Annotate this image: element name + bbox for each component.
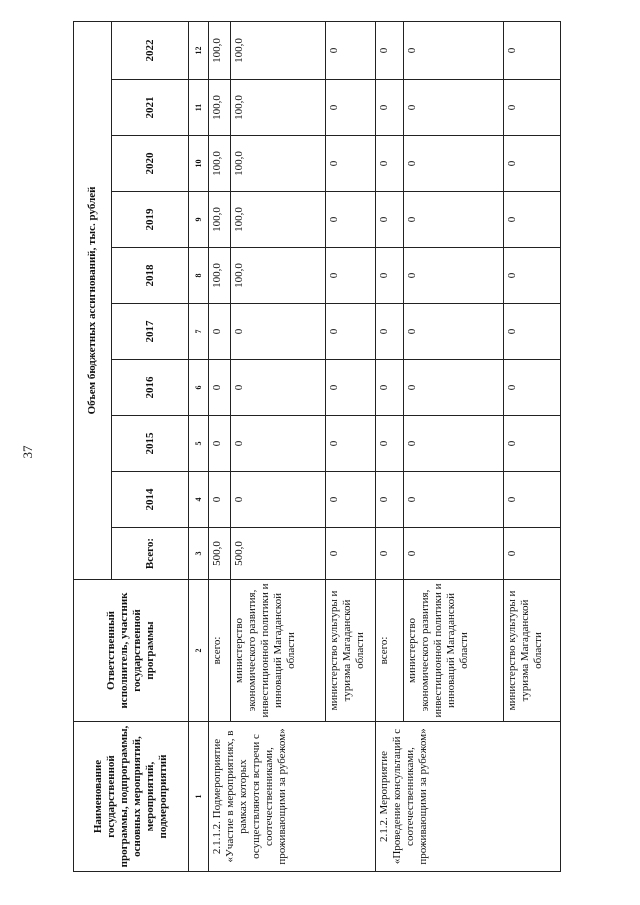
- year-value: 0: [326, 21, 376, 79]
- year-value: 0: [404, 416, 504, 472]
- header-budget-title: Объем бюджетных ассигнований, тыс. рублей: [74, 21, 112, 579]
- year-value: 100,0: [209, 80, 231, 136]
- column-number: 8: [189, 248, 209, 304]
- year-value: 0: [504, 248, 561, 304]
- total-value: 0: [326, 528, 376, 580]
- year-value: 100,0: [231, 21, 326, 79]
- header-year: 2017: [112, 304, 189, 360]
- year-value: 0: [404, 472, 504, 528]
- column-number: 7: [189, 304, 209, 360]
- year-value: 100,0: [231, 80, 326, 136]
- total-value: 500,0: [209, 528, 231, 580]
- year-value: 0: [504, 472, 561, 528]
- year-value: 0: [504, 80, 561, 136]
- header-year: 2019: [112, 192, 189, 248]
- column-number: 1: [189, 722, 209, 872]
- total-value: 500,0: [231, 528, 326, 580]
- responsible-party: всего:: [376, 580, 404, 722]
- year-value: 0: [376, 416, 404, 472]
- year-value: 0: [376, 248, 404, 304]
- year-value: 100,0: [209, 136, 231, 192]
- year-value: 0: [326, 192, 376, 248]
- responsible-party: министерство экономического развития, инвестиционной политики и инноваций Магаданской области: [404, 580, 504, 722]
- column-number: 10: [189, 136, 209, 192]
- responsible-party: всего:: [209, 580, 231, 722]
- rotated-page-content: [73, 22, 544, 872]
- year-value: 0: [209, 360, 231, 416]
- year-value: 0: [326, 416, 376, 472]
- year-value: 0: [209, 416, 231, 472]
- header-year: 2015: [112, 416, 189, 472]
- year-value: 0: [504, 192, 561, 248]
- year-value: 0: [504, 360, 561, 416]
- column-number: 9: [189, 192, 209, 248]
- header-year: 2014: [112, 472, 189, 528]
- header-year: 2020: [112, 136, 189, 192]
- year-value: 0: [404, 21, 504, 79]
- year-value: 0: [404, 80, 504, 136]
- column-number: 2: [189, 580, 209, 722]
- year-value: 100,0: [209, 248, 231, 304]
- year-value: 100,0: [231, 192, 326, 248]
- year-value: 0: [376, 21, 404, 79]
- year-value: 0: [326, 248, 376, 304]
- year-value: 0: [326, 80, 376, 136]
- year-value: 0: [326, 136, 376, 192]
- year-value: 0: [209, 304, 231, 360]
- year-value: 0: [376, 80, 404, 136]
- year-value: 0: [326, 304, 376, 360]
- column-number: 12: [189, 21, 209, 79]
- header-name: Наименование государственной программы, подпрограммы, основных мероприятий, мероприятий, подмероприятий: [74, 722, 189, 872]
- header-year: 2021: [112, 80, 189, 136]
- year-value: 0: [376, 136, 404, 192]
- year-value: 0: [404, 304, 504, 360]
- header-responsible: Ответственный исполнитель, участник государственной программы: [74, 580, 189, 722]
- year-value: 100,0: [209, 192, 231, 248]
- year-value: 0: [231, 304, 326, 360]
- year-value: 0: [209, 472, 231, 528]
- column-number: 5: [189, 416, 209, 472]
- column-number: 4: [189, 472, 209, 528]
- activity-name: 2.1.2. Мероприятие «Проведение консультаций с соотечественниками, проживающими за рубежом»: [376, 722, 561, 872]
- responsible-party: министерство культуры и туризма Магаданской области: [504, 580, 561, 722]
- year-value: 0: [404, 192, 504, 248]
- total-value: 0: [404, 528, 504, 580]
- header-total: Всего:: [112, 528, 189, 580]
- header-year: 2018: [112, 248, 189, 304]
- column-number: 11: [189, 80, 209, 136]
- page-number: 37: [20, 445, 35, 459]
- year-value: 0: [504, 304, 561, 360]
- year-value: 0: [404, 360, 504, 416]
- year-value: 0: [376, 360, 404, 416]
- year-value: 100,0: [231, 248, 326, 304]
- year-value: 0: [376, 304, 404, 360]
- year-value: 100,0: [209, 21, 231, 79]
- year-value: 0: [404, 248, 504, 304]
- year-value: 0: [504, 136, 561, 192]
- year-value: 0: [376, 472, 404, 528]
- header-year: 2022: [112, 21, 189, 79]
- responsible-party: министерство культуры и туризма Магаданской области: [326, 580, 376, 722]
- year-value: 0: [504, 416, 561, 472]
- header-year: 2016: [112, 360, 189, 416]
- table-row: [376, 21, 404, 871]
- column-number: 3: [189, 528, 209, 580]
- responsible-party: министерство экономического развития, инвестиционной политики и инноваций Магаданской области: [231, 580, 326, 722]
- year-value: 0: [231, 472, 326, 528]
- year-value: 0: [326, 472, 376, 528]
- year-value: 0: [404, 136, 504, 192]
- budget-table: [73, 21, 561, 872]
- year-value: 0: [231, 360, 326, 416]
- year-value: 0: [376, 192, 404, 248]
- total-value: 0: [504, 528, 561, 580]
- activity-name: 2.1.1.2. Подмероприятие «Участие в мероприятиях, в рамках которых осуществляются встречи с соотечественниками, проживающими за рубежом»: [209, 722, 376, 872]
- total-value: 0: [376, 528, 404, 580]
- year-value: 0: [504, 21, 561, 79]
- column-number: 6: [189, 360, 209, 416]
- year-value: 0: [326, 360, 376, 416]
- year-value: 100,0: [231, 136, 326, 192]
- year-value: 0: [231, 416, 326, 472]
- table-row: [209, 21, 231, 871]
